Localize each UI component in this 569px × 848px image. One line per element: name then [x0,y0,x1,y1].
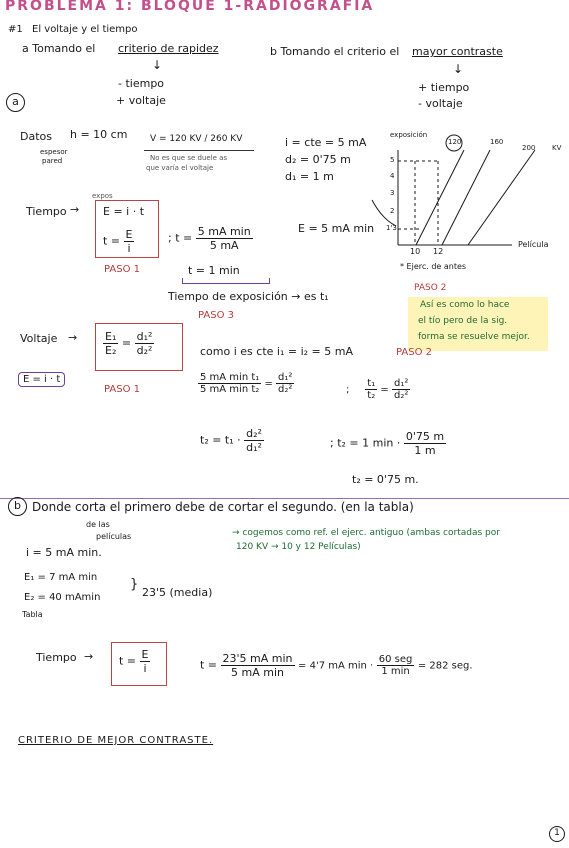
paso3-label: PASO 3 [198,310,234,321]
section-b-e2: E₂ = 40 mAmin [24,592,101,603]
ratio-formula: $\frac{\text{E₁}}{\text{E₂}}$ = $\frac{\text{d₁²}}{\text{d₂²}}$ [105,330,153,357]
option-a-prefix: a Tomando el [22,42,96,55]
arrow-right-icon: → [70,203,80,216]
page-number: 1 [549,826,565,842]
calc-time-result: t = 1 min [188,264,240,277]
arrow-right-icon: → [84,650,94,663]
criterio-heading: CRITERIO DE MEJOR CONTRASTE. [18,735,214,746]
chart-y-tick-5: 5 [390,156,395,164]
chart-caption: * Ejerc. de antes [400,262,467,271]
option-a-time: - tiempo [118,77,165,90]
arrow-down-icon: ↓ [152,58,163,72]
chart-line-label-120: 120 [448,138,462,146]
paso2-label: PASO 2 [396,347,432,358]
chart-line-120 [416,150,464,245]
voltaje-label: Voltaje [20,332,58,345]
paso2-note-line3: forma se resuelve mejor. [418,332,530,342]
e-value: E = 5 mA min [298,222,375,235]
section-a-marker: a [6,93,25,112]
ratio-calc-1: $\frac{\text{5 mA min t₁}}{\text{5 mA min t₂}}$ = $\frac{\text{d₁²}}{\text{d₂²}}$ [200,372,293,395]
section-b-e1: E₁ = 7 mA min [24,572,98,583]
h-note-1: espesor [40,148,68,156]
chart-y-label: exposición [390,131,428,139]
tabla-label: Tabla [22,610,43,619]
section-b-line1: Donde corta el primero debe de cortar el segundo. (en la tabla) [32,500,414,514]
section-b-media: 23'5 (media) [142,586,213,599]
section-b-note-2: 120 KV → 10 y 12 Películas) [236,542,361,552]
paso2-note [408,297,548,351]
section-b-calc: t = $\frac{\text{23'5 mA min}}{\text{5 mA min}}$ = 4'7 mA min · $\frac{\text{60 seg}}{1 \min}$ = 282 seg. [200,652,473,679]
paso1-label-b: PASO 1 [104,384,140,395]
question-text: El voltaje y el tiempo [32,24,138,35]
chart-line-200 [468,150,535,245]
chart-y-tick-3: 3 [390,189,395,197]
chart-y-tick-2: 2 [390,207,395,215]
formula-E: E = i · t [103,205,145,218]
option-b-voltage: - voltaje [418,97,463,110]
e-box: E = i · t [18,372,65,387]
expos-note: expos [92,192,113,200]
d2-value: d₂ = 0'75 m [285,153,351,166]
calc-time: ; t = $\frac{\text{5 mA min}}{5 mA}$ [168,225,251,252]
section-b-marker: b [8,497,27,516]
h-note-2: pared [42,157,63,165]
t2-calc: ; t₂ = 1 min · $\frac{0'75 m}{1 m}$ [330,430,445,457]
paso2-note-title: PASO 2 [414,283,447,293]
chart-kv-label: KV [552,144,562,152]
chart-line-160 [442,150,490,245]
option-a-criterion: criterio de rapidez [118,42,219,55]
section-b-box-formula: t = $\frac{E}{i}$ [119,648,149,675]
t2-formula: t₂ = t₁ · $\frac{\text{d₂²}}{\text{d₁²}}$ [200,427,262,454]
v-note-1: No es que se duele as [150,154,228,162]
option-b-time: + tiempo [418,81,470,94]
option-b-criterion: mayor contraste [412,45,503,58]
section-divider [0,498,569,499]
option-b-prefix: b Tomando el criterio el [270,45,400,58]
arrow-down-icon: ↓ [453,62,464,76]
como-text: como i es cte i₁ = i₂ = 5 mA [200,345,353,358]
chart-line-label-160: 160 [490,138,504,146]
datos-label: Datos [20,130,52,143]
question-number: #1 [8,24,23,35]
page-title: PROBLEMA 1: BLOQUE 1-RADIOGRAFIA [5,0,375,14]
v-value: V = 120 KV / 260 KV [150,134,243,144]
de-las-note: de las [86,520,110,529]
section-b-note-1: → cogemos como ref. el ejerc. antiguo (ambas cortadas por [232,528,500,538]
chart-x-tick-12: 12 [433,247,444,256]
d1-value: d₁ = 1 m [285,170,334,183]
chart-y-tick-13: 1'3 [386,224,397,232]
i-value: i = cte = 5 mA [285,136,367,149]
formula-t: t = $\frac{E}{i}$ [103,228,133,255]
ratio-calc-2: ; $\frac{\text{t₁}}{\text{t₂}}$ = $\frac{\text{d₁²}}{\text{d₂²}}$ [346,378,409,401]
section-b-tiempo-label: Tiempo [36,651,77,664]
peliculas-note: películas [96,532,132,541]
brace-icon: } [130,577,139,592]
t2-result: t₂ = 0'75 m. [352,473,419,486]
paso1-label: PASO 1 [104,264,140,275]
v-note-2: que varía el voltaje [146,164,214,172]
h-value: h = 10 cm [70,128,128,141]
chart-line-label-200: 200 [522,144,536,152]
paso2-note-line1: Así es como lo hace [420,300,510,310]
option-a-voltage: + voltaje [116,94,166,107]
tiempo-label: Tiempo [26,205,67,218]
exposure-text: Tiempo de exposición → es t₁ [168,290,329,303]
paso2-note-line2: el tío pero de la sig. [418,316,508,326]
chart-x-label: Película [518,240,549,249]
chart-y-tick-4: 4 [390,172,395,180]
chart-x-tick-10: 10 [410,247,421,256]
section-b-i: i = 5 mA min. [26,546,102,559]
arrow-right-icon: → [68,331,78,344]
